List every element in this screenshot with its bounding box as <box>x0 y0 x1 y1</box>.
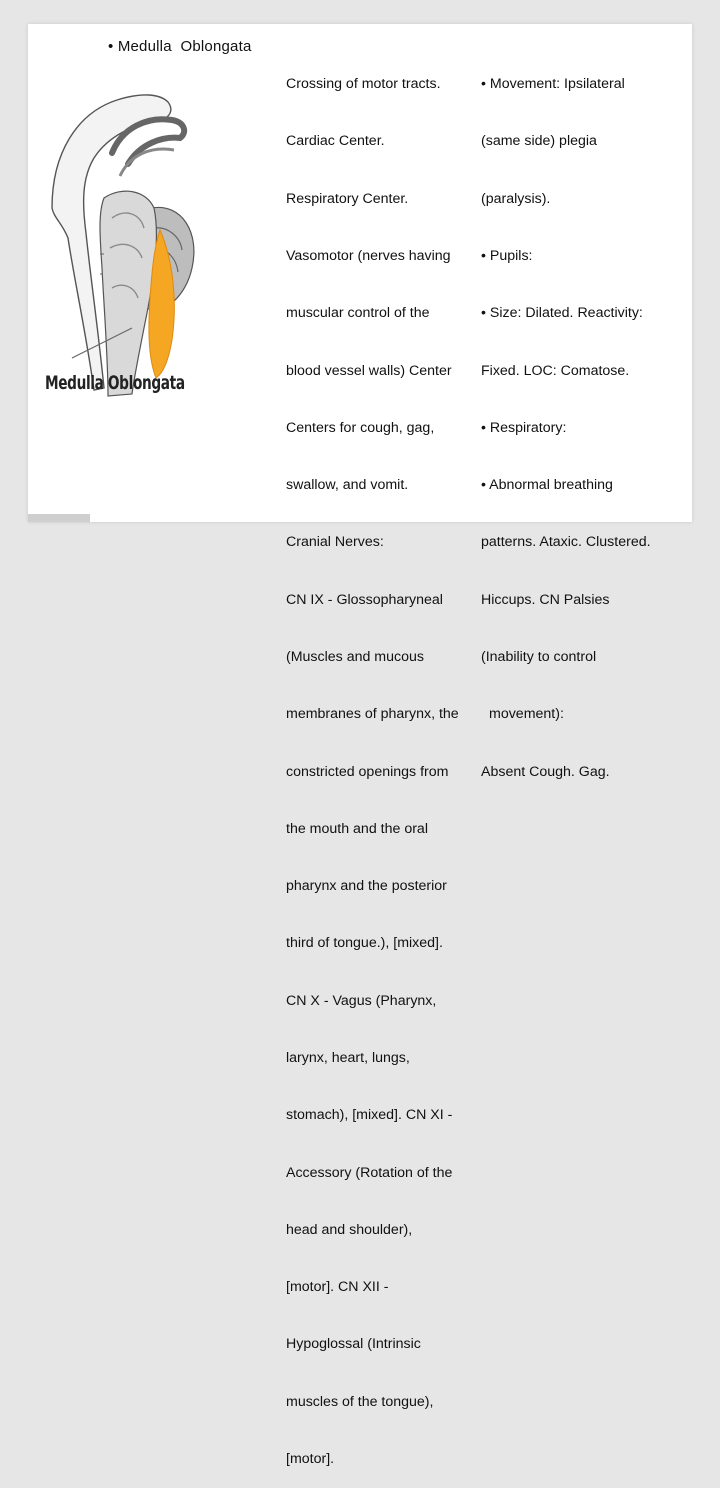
text-line: • Pupils: <box>481 248 533 265</box>
text-line: muscles of the tongue), <box>286 1393 434 1410</box>
brainstem-body <box>100 191 156 396</box>
text-line: Hypoglossal (Intrinsic <box>286 1336 421 1353</box>
text-line: movement): <box>489 706 564 723</box>
text-line: Fixed. LOC: Comatose. <box>481 362 630 379</box>
text-line: CN IX - Glossopharyneal <box>286 591 443 608</box>
text-line: Cardiac Center. <box>286 133 385 150</box>
slide-title-bullet: • Medulla Oblongata <box>108 38 252 55</box>
brainstem-drawing <box>42 58 202 418</box>
text-line: constricted openings from <box>286 763 449 780</box>
text-line: Absent Cough. Gag. <box>481 763 610 780</box>
text-line: head and shoulder), <box>286 1221 413 1238</box>
text-line: (same side) plegia <box>481 133 597 150</box>
text-line: the mouth and the oral <box>286 820 428 837</box>
text-line: Cranial Nerves: <box>286 534 384 551</box>
text-line: Accessory (Rotation of the <box>286 1164 453 1181</box>
text-line: larynx, heart, lungs, <box>286 1049 410 1066</box>
text-line: Vasomotor (nerves having <box>286 248 451 265</box>
text-line: (Muscles and mucous <box>286 649 424 665</box>
text-line: membranes of pharynx, the <box>286 706 459 723</box>
text-line: • Respiratory: <box>481 419 567 436</box>
text-line: pharynx and the posterior <box>286 878 447 895</box>
text-line: third of tongue.), [mixed]. <box>286 935 443 952</box>
figure-caption: Medulla Oblongata <box>45 372 185 394</box>
text-line: [motor]. CN XII - <box>286 1279 389 1296</box>
text-line: Hiccups. CN Palsies <box>481 591 610 608</box>
text-line: CN X - Vagus (Pharynx, <box>286 992 437 1009</box>
text-line: blood vessel walls) Center <box>286 362 452 379</box>
text-line: • Size: Dilated. Reactivity: <box>481 305 643 322</box>
slide-bottom-strip <box>28 514 90 522</box>
text-line: swallow, and vomit. <box>286 477 409 494</box>
clinical-signs-column <box>481 37 681 801</box>
text-line: Centers for cough, gag, <box>286 419 435 436</box>
text-line: Crossing of motor tracts. <box>286 76 441 93</box>
text-line: Respiratory Center. <box>286 190 409 207</box>
text-line: • Abnormal breathing <box>481 477 613 494</box>
text-line: patterns. Ataxic. Clustered. <box>481 534 651 551</box>
brainstem-illustration <box>42 58 202 418</box>
medulla-functions-column <box>286 37 486 1488</box>
text-line: (paralysis). <box>481 190 551 207</box>
text-line: (Inability to control <box>481 649 597 665</box>
text-line: muscular control of the <box>286 305 430 322</box>
text-line: • Movement: Ipsilateral <box>481 76 625 93</box>
inner-arc-2 <box>120 149 174 176</box>
text-line: stomach), [mixed]. CN XI - <box>286 1107 453 1124</box>
text-line: [motor]. <box>286 1450 335 1467</box>
